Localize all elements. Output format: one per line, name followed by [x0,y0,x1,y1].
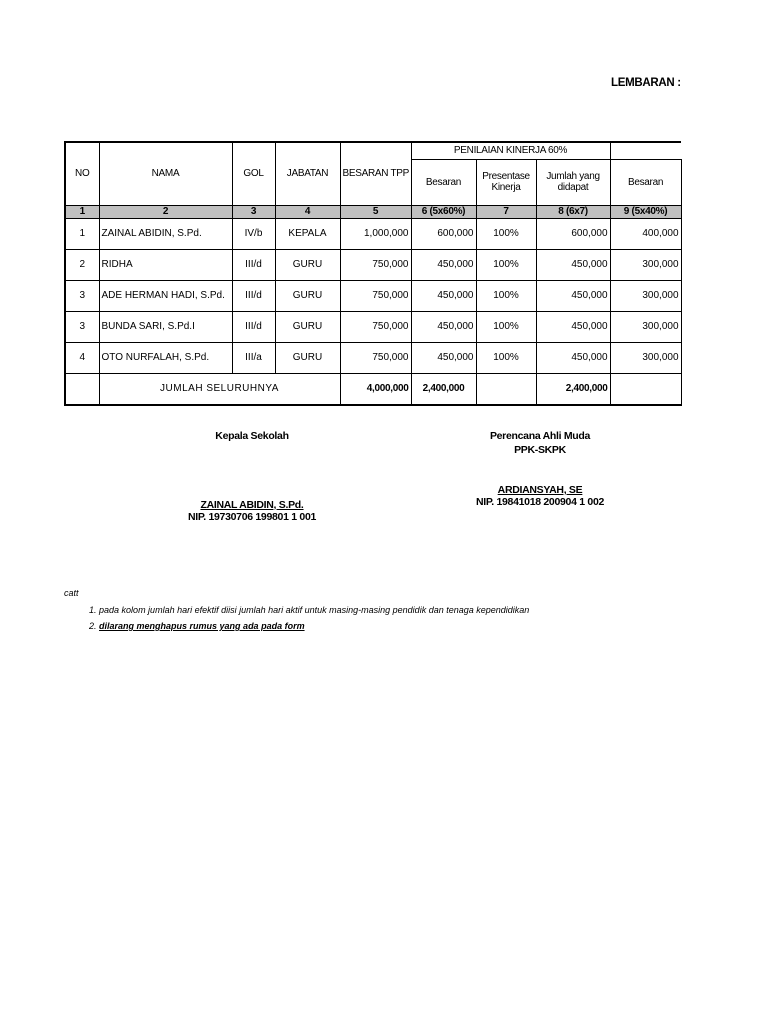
table-row [65,311,681,342]
cell-jumlah: 450,000 [536,249,610,280]
signature-right-name: ARDIANSYAH, SE [497,484,583,496]
cell-no: 4 [65,342,99,373]
total-row [65,373,681,405]
cell-jabatan: GURU [275,249,340,280]
cell-besaran-2: 300,000 [610,342,681,373]
cell-besaran-2: 300,000 [610,280,681,311]
cell-jumlah: 450,000 [536,342,610,373]
signature-left-name: ZAINAL ABIDIN, S.Pd. [200,499,304,511]
cell-no: 3 [65,311,99,342]
signature-right-nip: NIP. 19841018 200904 1 002 [475,496,605,508]
note-2 [89,621,305,631]
tpp-table [64,141,682,406]
colnum-4: 4 [275,205,340,218]
cell-besaran-2: 400,000 [610,218,681,249]
cell-besaran: 450,000 [411,249,476,280]
cell-gol: III/d [232,249,275,280]
cell-jumlah: 600,000 [536,218,610,249]
table-row [65,218,681,249]
header-besaran-tpp: BESARAN TPP [340,142,411,205]
cell-jumlah: 450,000 [536,280,610,311]
cell-tpp: 750,000 [340,280,411,311]
cell-presentase: 100% [476,249,536,280]
total-tpp: 4,000,000 [340,373,411,405]
cell-besaran: 600,000 [411,218,476,249]
cell-gol: III/d [232,280,275,311]
signature-left [172,430,332,523]
cell-tpp: 750,000 [340,249,411,280]
colnum-2: 2 [99,205,232,218]
total-empty-no [65,373,99,405]
header-jumlah: Jumlah yang didapat [536,159,610,205]
cell-gol: III/a [232,342,275,373]
total-besaran: 2,400,000 [411,373,476,405]
header-nama: NAMA [99,142,232,205]
header-penilaian-kinerja: PENILAIAN KINERJA 60% [411,142,610,159]
header-gol: GOL [232,142,275,205]
cell-tpp: 1,000,000 [340,218,411,249]
cell-jabatan: KEPALA [275,218,340,249]
note-2-number: 2. [89,621,97,631]
table-row [65,280,681,311]
colnum-6: 6 (5x60%) [411,205,476,218]
colnum-9: 9 (5x40%) [610,205,681,218]
cell-besaran: 450,000 [411,311,476,342]
cell-besaran-2: 300,000 [610,249,681,280]
header-presentase: Presentase Kinerja [476,159,536,205]
cell-jabatan: GURU [275,280,340,311]
header-empty-cell [610,142,681,159]
cell-tpp: 750,000 [340,342,411,373]
header-besaran-2: Besaran [610,159,681,205]
header-jabatan: JABATAN [275,142,340,205]
colnum-7: 7 [476,205,536,218]
cell-presentase: 100% [476,342,536,373]
total-empty-presentase [476,373,536,405]
colnum-5: 5 [340,205,411,218]
notes-label: catt [64,588,79,598]
note-1 [89,605,529,615]
cell-besaran-2: 300,000 [610,311,681,342]
cell-no: 2 [65,249,99,280]
cell-nama: BUNDA SARI, S.Pd.I [99,311,232,342]
signature-right-subtitle: PPK-SKPK [514,444,566,456]
note-2-text: dilarang menghapus rumus yang ada pada form [99,621,305,631]
cell-presentase: 100% [476,311,536,342]
cell-besaran: 450,000 [411,342,476,373]
cell-nama: ADE HERMAN HADI, S.Pd. [99,280,232,311]
cell-jabatan: GURU [275,342,340,373]
cell-no: 3 [65,280,99,311]
cell-nama: RIDHA [99,249,232,280]
table-row [65,342,681,373]
colnum-8: 8 (6x7) [536,205,610,218]
total-label: JUMLAH SELURUHNYA [99,373,340,405]
cell-nama: OTO NURFALAH, S.Pd. [99,342,232,373]
cell-presentase: 100% [476,280,536,311]
note-1-number: 1. [89,605,97,615]
header-no: NO [65,142,99,205]
cell-gol: III/d [232,311,275,342]
lembaran-label: LEMBARAN : [611,77,681,89]
signature-left-nip: NIP. 19730706 199801 1 001 [187,511,317,523]
total-jumlah: 2,400,000 [536,373,610,405]
signature-left-title: Kepala Sekolah [215,430,289,442]
cell-besaran: 450,000 [411,280,476,311]
cell-jumlah: 450,000 [536,311,610,342]
table-row [65,249,681,280]
signature-right [455,430,625,508]
signature-right-title: Perencana Ahli Muda [489,430,591,442]
cell-tpp: 750,000 [340,311,411,342]
header-besaran: Besaran [411,159,476,205]
note-1-text: pada kolom jumlah hari efektif diisi jumlah hari aktif untuk masing-masing pendidik dan tenaga kependidikan [99,605,530,615]
cell-jabatan: GURU [275,311,340,342]
cell-presentase: 100% [476,218,536,249]
colnum-1: 1 [65,205,99,218]
cell-no: 1 [65,218,99,249]
colnum-3: 3 [232,205,275,218]
total-empty-besaran-2 [610,373,681,405]
cell-gol: IV/b [232,218,275,249]
cell-nama: ZAINAL ABIDIN, S.Pd. [99,218,232,249]
